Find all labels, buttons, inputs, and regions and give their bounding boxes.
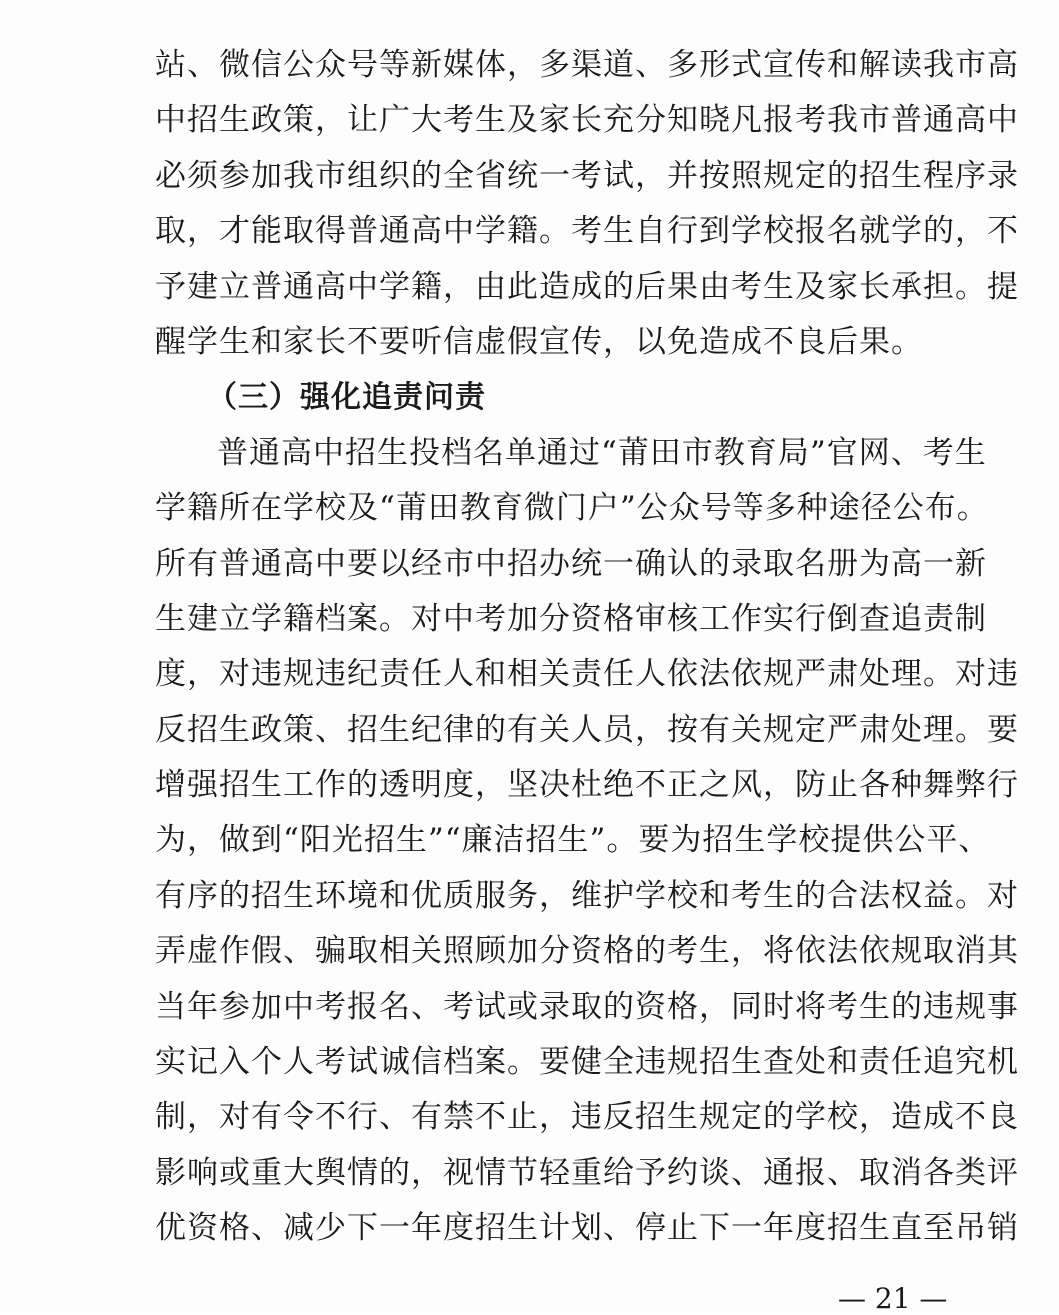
paragraph-line-15: 为，做到“阳光招生”“廉洁招生”。要为招生学校提供公平、 [155,822,991,859]
paragraph-line-2: 中招生政策，让广大考生及家长充分知晓凡报考我市普通高中 [155,102,1019,139]
paragraph-line-6: 醒学生和家长不要听信虚假宣传，以免造成不良后果。 [155,323,923,360]
paragraph-line-3: 必须参加我市组织的全省统一考试，并按照规定的招生程序录 [155,157,1019,194]
paragraph-line-9: 学籍所在学校及“莆田教育微门户”公众号等多种途径公布。 [155,490,989,527]
paragraph-line-17: 弄虚作假、骗取相关照顾加分资格的考生，将依法依规取消其 [155,933,1019,970]
document-body [155,38,1019,1257]
paragraph-line-21: 影响或重大舆情的，视情节轻重给予约谈、通报、取消各类评 [155,1154,1019,1191]
paragraph-line-4: 取，才能取得普通高中学籍。考生自行到学校报名就学的，不 [155,213,1019,250]
section-heading: （三）强化追责问责 [207,380,486,416]
page-number: — 21 — [838,1282,948,1315]
paragraph-line-22: 优资格、减少下一年度招生计划、停止下一年度招生直至吊销 [155,1210,1019,1247]
paragraph-line-8: 普通高中招生投档名单通过“莆田市教育局”官网、考生 [217,434,987,471]
paragraph-line-12: 度，对违规违纪责任人和相关责任人依法依规严肃处理。对违 [155,656,1019,693]
paragraph-line-20: 制，对有令不行、有禁不止，违反招生规定的学校，造成不良 [155,1099,1019,1136]
paragraph-line-14: 增强招生工作的透明度，坚决杜绝不正之风，防止各种舞弊行 [155,767,1019,804]
paragraph-line-19: 实记入个人考试诚信档案。要健全违规招生查处和责任追究机 [155,1044,1019,1081]
paragraph-line-10: 所有普通高中要以经市中招办统一确认的录取名册为高一新 [155,545,987,582]
paragraph-line-5: 予建立普通高中学籍，由此造成的后果由考生及家长承担。提 [155,268,1019,305]
paragraph-line-13: 反招生政策、招生纪律的有关人员，按有关规定严肃处理。要 [155,711,1019,748]
paragraph-line-11: 生建立学籍档案。对中考加分资格审核工作实行倒查追责制 [155,600,987,637]
paragraph-line-16: 有序的招生环境和优质服务，维护学校和考生的合法权益。对 [155,877,1019,914]
paragraph-line-1: 站、微信公众号等新媒体，多渠道、多形式宣传和解读我市高 [155,47,1019,83]
paragraph-line-18: 当年参加中考报名、考试或录取的资格，同时将考生的违规事 [155,988,1019,1025]
